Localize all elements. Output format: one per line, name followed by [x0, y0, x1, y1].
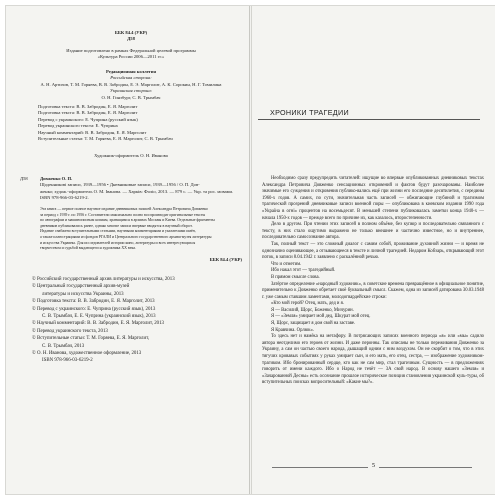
catalog-card: Д58 Довженко О. П. Щоденникові записи, 1939—1956 • Дневниковые записи, 1939—1956 / О. П. Дов- женко; худож.-оформитель О. М. Іванова. — Харків: Фоліо, 2013. — 879 с. — Укр. та рос. мовами. ISBN 978-966-03-6219-2. — [20, 176, 242, 202]
author-mark: Д58 — [127, 36, 135, 42]
paragraph: Что и отметим. — [271, 261, 302, 267]
paragraph: Ибо накал этот — трагедийный. — [271, 268, 336, 274]
bottom-bbk-code: ББК 84.4 (УКР) — [209, 257, 242, 262]
verse-line: Я, Щорс, защищает я дом свой на заставе. — [271, 321, 356, 327]
verse-line: Я — «Земля» умирает мой дед, Шкурат мой отец. — [271, 314, 371, 320]
paragraph: То здесь нет и намёка на метафору. В потрясающих записях военного периода «я» или «мы» садило автора неотделимо его героев от жизни. И даже перонны. Так описаны не только переживания Довженко за Украину, а сам он частью своего народа, дышащий одним с ним воздухом. Он не скорбит о том, что в этих тягучих кровавых событиях у руках умирает сын, и его мать, его отец, сестра, — изображение художником-трагиком. Ибо бронированный сердце, кто как не сам мир, стал трагичным. Сущность — в предложениях говорить от имени каждого. Ибо о Народ не течёт — 3А свой народ. В основу нашего «Земля» и «Зачарованной Десны» есть осознание прошлое историческое позиция становления украинской куль-туры, об вступительных поисках вопросительный: «Какие мы?». — [262, 334, 484, 386]
program-note: Издание подготовлено в рамках Федеральной целевой программы «Культура России 2006—2011 гг.» — [66, 48, 196, 60]
body-text — [262, 176, 484, 387]
annotation: Эта книга — первое полное научное издание дневниковых записей Александра Петровича Довженко за период с 1939 г. по 1956 г. Составители максимально полно воспроизводят оригинальные тексты по автографам и машинописным копиям, хранящимся в архивах Москвы и Киева. Отдельные фрагменты дневников публиковались ранее, однако многие записи впервые вводятся в научный оборот. Издание снабжено вступительными статьями, научными комментариями и указателями имён, а также иллюстрациями из фондов РГАЛИ и Центрального государственного архива-музея литературы и искусства Украины. Для исследователей истории кино, литературы и всех интересующихся творчеством и судьбой выдающегося художника ХХ века. — [40, 207, 215, 251]
catalog-author: Довженко О. П. — [40, 176, 73, 181]
top-classification-codes — [20, 30, 242, 43]
paragraph: Необходимо сразу предупредить читателей: ищущие во впервые опубликованных дневниковых текстах Александра Петровича Довженко сенсационных откровений и фактов будут разочарованы. Наиболее значимые его суждения и откровения публико-вались ещё при жизни его последние десятилетия, с середины 1960-х годов. А самих, по сути, значительная часть записей — обжигающие глубиной и трагизмом трагической прозрений дневниковые записи военной поры — опубликована в киевском издании 1990 года «Україна в огні» процентов на восемьдесят. В меньшей степени публиковалась заметки конца 1940-х — начала 1950-х годов — прежде всего по причине их, как казалось, второстепенности. — [262, 176, 484, 221]
page-number: 5 — [252, 462, 495, 469]
chapter-rule — [258, 119, 480, 120]
paragraph: В прямом смысле слова. — [271, 274, 320, 280]
verse-line: «Кто мой герой? Отец, мать, дед и я. — [271, 301, 344, 307]
book-spread — [6, 6, 494, 494]
catalog-code: Д58 — [20, 176, 28, 181]
chapter-title: ХРОНИКИ ТРАГЕДИИ — [270, 108, 349, 117]
credits-list: Подготовка текста: В. В. Забродин, Е. Я. Марголит Подготовка текста: В. В. Забродин, Е. Я. Марголит Перевод с украинского: Е. Чуприна (русский язык) Перевод украинского текста: Е. Чуприна Научный комментарий: В. В. Забродин, Е. Я. Марголит Вступительные статьи: Т. М. Горяева, Е. Я. Марголит, С. В. Трымбач — [38, 104, 173, 142]
editorial-heading: Редакционная коллегия — [105, 69, 157, 74]
paragraph: Затёртое определение «народный художник», в советские времена превращённое в официальное понятие, применительно к Довженко обретает своё буквальный смысл. Скажем, одна из записей датирована 30.03.1948 г. уже самым ставшим ламентами, молодогвардейские строки: — [262, 281, 484, 300]
left-page-imprint — [6, 6, 250, 494]
isbn: ISBN 978-966-03-6219-2 — [42, 358, 93, 364]
artist-credit: Художник-оформитель О. Н. Иванова — [94, 153, 168, 158]
verse-line: Я — Василий, Щорс, Боженко, Мичурин. — [271, 307, 354, 313]
bbk-code: ББК 84.4 (УКР) — [114, 30, 148, 35]
verse-line: Я Кравчина. Орлюк». — [271, 327, 314, 333]
paragraph: Дело в другом. При чтении этих записей в полном объёме, без купюр и последовательно связанного с тексту, в них стало ощутимо выражено не только внешнее и частично известное, но и внутреннее, последовательно самосознание автора. — [262, 222, 484, 241]
right-page-text — [251, 6, 495, 494]
copyright-list: © Российский государственный архив литературы и искусства, 2013 © Центральный государственный архив-музей литературы и искусства Украины, 2013 © Подготовка текста: В. В. Забродин, Е. Я. Марголит, 2013 © Перевод с украинского: Е. Чуприна (русский язык), 2013 С. В. Трымбач, Е. Е. Чуприна (украинский язык), 2013 © Научный комментарий: В. В. Забродин, Е. Я. Марголит, 2013 © Перевод украинского текста, 2013 © Вступительные статьи: Т. М. Горяева, Е. Я. Марголит, С. В. Трымбач, 2013 © О. Н. Иванова, художественное оформление, 2013 ISBN 978-966-03-6219-2 — [32, 276, 238, 365]
editorial-board: Редакционная коллегия Российская сторона: А. Н. Артизов, Т. М. Горяева, В. В. Забродин, Е. Э. Марголит, А. К. Сорокин, Н. Г. Томилина Украинская сторона: О. Н. Гинзбург, С. В. Трымбач — [20, 69, 242, 101]
paragraph: Так, полный текст — это сложный диалог с самим собой, проживание духовной жизни — и время не однозначно оценивающее, а отзывающееся в тексте и личной трагедией. Недаром Кобзарь, открывающий этот поток, в записи 8.04.1942 г. заявлено с раскалённой речью. — [262, 241, 484, 261]
